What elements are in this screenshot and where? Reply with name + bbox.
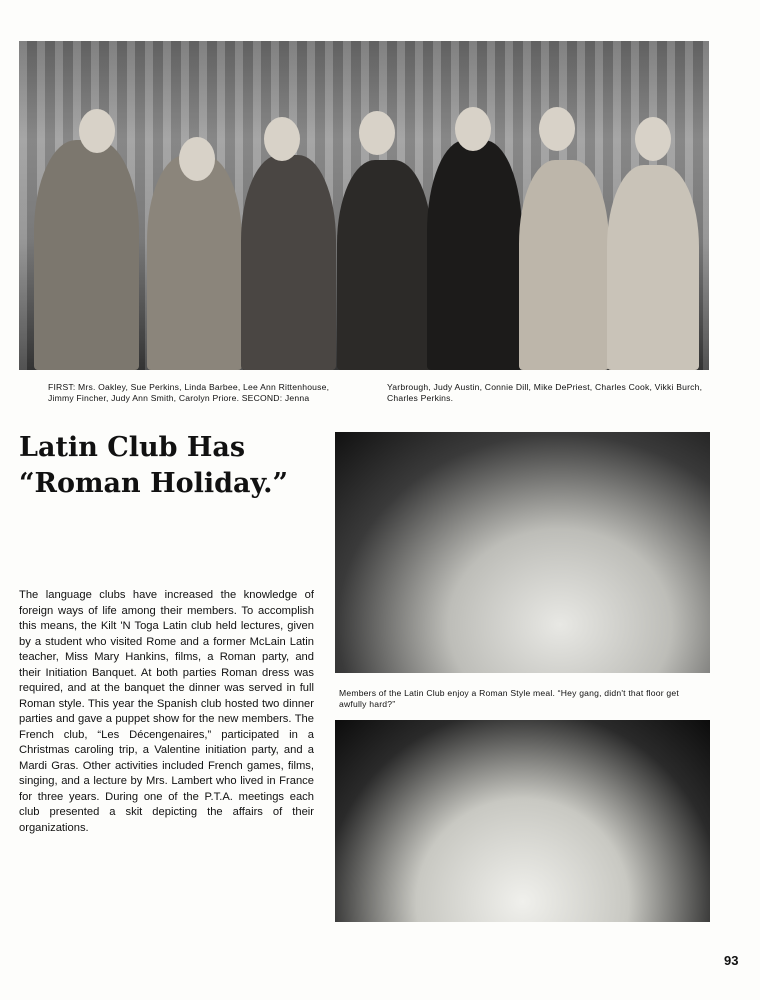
head [455,107,491,151]
person [147,155,242,370]
head [359,111,395,155]
person [427,140,522,370]
head [635,117,671,161]
head [79,109,115,153]
person [337,160,432,370]
group-photo [19,41,709,370]
head [539,107,575,151]
article-headline [19,430,288,502]
headline-line-1: Latin Club Has [19,432,246,463]
head [264,117,300,161]
roman-meal-photo-1 [335,432,710,673]
group-photo-caption-right: Yarbrough, Judy Austin, Connie Dill, Mike DePriest, Charles Cook, Vikki Burch, Charles Perkins. [387,382,703,403]
roman-meal-caption: Members of the Latin Club enjoy a Roman Style meal. “Hey gang, didn't that floor get awfully hard?” [339,688,679,709]
group-photo-caption-left: FIRST: Mrs. Oakley, Sue Perkins, Linda Barbee, Lee Ann Rittenhouse, Jimmy Fincher, Judy Ann Smith, Carolyn Priore. SECOND: Jenna [48,382,330,403]
article-body: The language clubs have increased the knowledge of foreign ways of life among their members. To accomplish this means, the Kilt 'N Toga Latin club held lectures, given by a student who visited Rome and a former McLain Latin teacher, Miss Mary Hankins, films, a Roman party, and their Initiation Banquet. At both parties Roman dress was required, and at the banquet the dinner was served in full Roman style. This year the Spanish club hosted two dinner parties and gave a puppet show for the new members. The French club, “Les Décengenaires,” participated in a Christmas caroling trip, a Valentine initiation party, and a Mardi Gras. Other activities included French games, films, singing, and a lecture by Mrs. Lambert who lived in France for three years. During one of the P.T.A. meetings each club presented a skit depicting the affairs of their organizations. [19,589,314,834]
head [179,137,215,181]
person [34,140,139,370]
person [241,155,336,370]
page-number: 93 [724,953,739,968]
person [607,165,699,370]
person [519,160,609,370]
headline-line-2: “Roman Holiday.” [19,468,288,499]
roman-meal-photo-2 [335,720,710,922]
